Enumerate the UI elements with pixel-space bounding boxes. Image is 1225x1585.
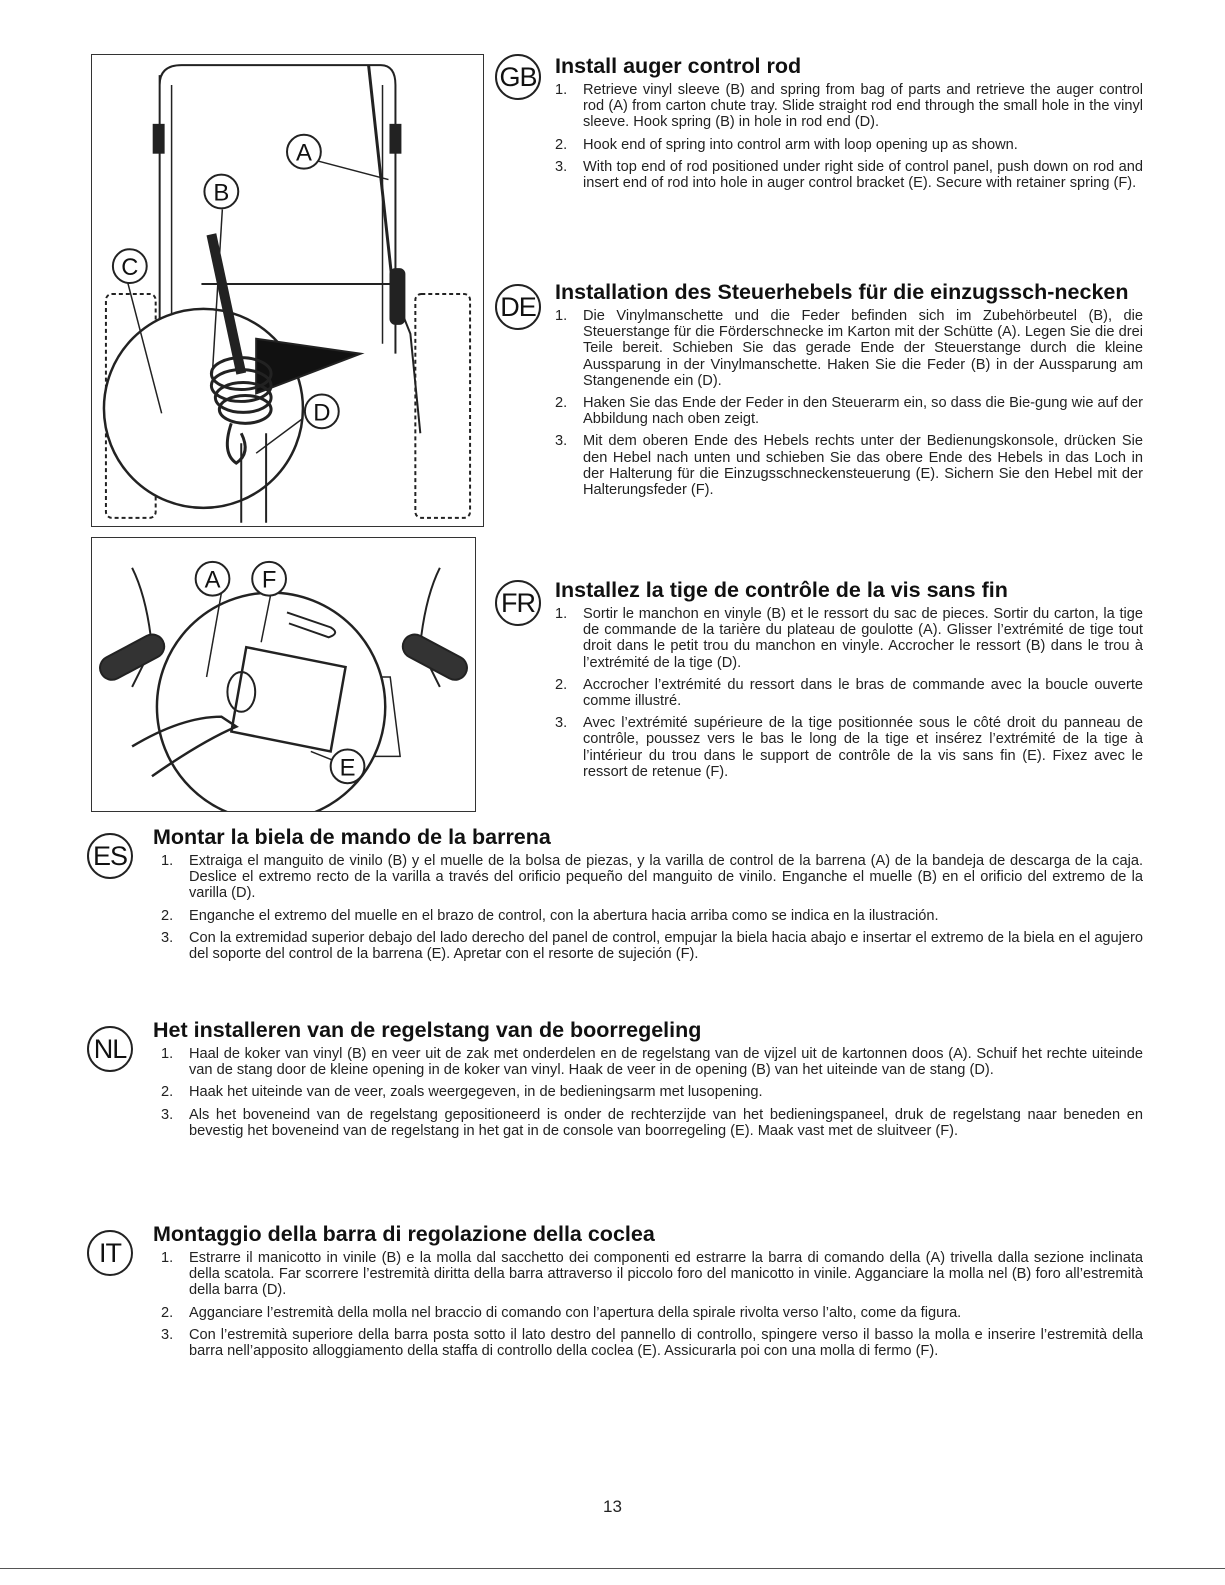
list-item: 3. Als het boveneind van de regelstang gepositioneerd is onder de rechterzijde van het bedieningspaneel, druk de regelstang naar beneden en bevestig het boveneind van de regelstang in het gat in de console van boorregeling (E). Maak vast met de sluitveer (F).: [161, 1106, 1143, 1139]
illustration-top: [92, 55, 483, 526]
list-item: 3. With top end of rod positioned under right side of control panel, push down on rod and insert end of rod into hole in auger control bracket (E). Secure with retainer spring (F).: [555, 158, 1143, 192]
callout-c-top: C: [121, 254, 139, 282]
steps-list-nl: [153, 1046, 1143, 1139]
section-it: [93, 1222, 1143, 1365]
steps-list-de: [547, 308, 1143, 498]
list-item: 3. Avec l’extrémité supérieure de la tige positionnée sous le côté droit du panneau de contrôle, poussez vers le bas le long de la tige et insérez l’extrémité de la tige à l’intérieur du trou dans le support de contrôle de la vis sans fin (E). Fixez avec le ressort de retenue (F).: [555, 715, 1143, 780]
list-item: 1. Estrarre il manicotto in vinile (B) e la molla dal sacchetto dei componenti ed estrarre la barra di comando della (A) trivella dalla sezione inclinata della scatola. Far scorrere l’estremità diritta della barra attraverso il piccolo foro del manicotto in vinile. Agganciare la molla nel (B) foro all’estremità della barra (D).: [161, 1250, 1143, 1299]
language-badge-fr: FR: [495, 580, 541, 626]
steps-list-it: [153, 1250, 1143, 1359]
figure-top-snowthrower-handle: [91, 54, 484, 527]
callout-b-top: B: [213, 179, 230, 207]
page-bottom-divider: [0, 1568, 1225, 1569]
list-item: 1. Sortir le manchon en vinyle (B) et le ressort du sac de pieces. Sortir du carton, la tige de commande de la tarière du plateau de goulotte (A). Glisser l’extrémité de tige tout droit dans le petit trou du manchon en vinyle. Accrocher le ressort (B) dans le trou à l’extrémité de la tige (D).: [555, 606, 1143, 671]
list-item: 2. Accrocher l’extrémité du ressort dans le bras de commande avec la boucle ouverte comme illustré.: [555, 676, 1143, 710]
language-badge-it: IT: [87, 1230, 133, 1276]
list-item: 3. Mit dem oberen Ende des Hebels rechts unter der Bedienungskonsole, drücken Sie den Hebel nach unten und schieben Sie das obere Ende des Hebels in das Loch in der Halterung für die Einzugsschneckensteuerung (E). Sichern Sie den Hebel mit der Halterungsfeder (F).: [555, 433, 1143, 499]
steps-list-es: [153, 853, 1143, 962]
steps-list-gb: [547, 82, 1143, 191]
figure-bottom-control-bracket: [91, 537, 476, 812]
list-item: 1. Extraiga el manguito de vinilo (B) y el muelle de la bolsa de piezas, y la varilla de control de la barrena (A) de la bandeja de descarga de la caja. Deslice el extremo recto de la varilla a través del orificio pequeño del manguito de vinilo. Enganche el muelle (B) en el orificio del extremo de la varilla (D).: [161, 853, 1143, 902]
language-badge-nl: NL: [87, 1026, 133, 1072]
section-es: [93, 825, 1143, 968]
list-item: 3. Con l’estremità superiore della barra posta sotto il lato destro del pannello di controllo, spingere verso il basso la molla e inserire l’estremità della barra nell’apposito alloggiamento della staffa di controllo della coclea (E). Assicurarla poi con una molla di fermo (F).: [161, 1326, 1143, 1360]
section-title-fr: Installez la tige de contrôle de la vis sans fin: [555, 578, 1008, 602]
illustration-bottom: [92, 538, 475, 811]
list-item: 2. Enganche el extremo del muelle en el brazo de control, con la abertura hacia arriba como se indica en la ilustración.: [161, 907, 939, 924]
callout-d-top: D: [313, 399, 331, 427]
section-title-it: Montaggio della barra di regolazione della coclea: [153, 1222, 655, 1246]
language-badge-es: ES: [87, 833, 133, 879]
steps-list-fr: [547, 606, 1143, 780]
callout-e-bottom: E: [339, 754, 356, 782]
section-title-nl: Het installeren van de regelstang van de boorregeling: [153, 1018, 702, 1042]
section-de: [495, 280, 1143, 504]
section-title-es: Montar la biela de mando de la barrena: [153, 825, 551, 849]
list-item: 1. Haal de koker van vinyl (B) en veer uit de zak met onderdelen en de regelstang van de vijzel uit de kartonnen doos (A). Schuif het rechte uiteinde van de stang door de kleine opening in de koker van vinyl. Haak de veer in de opening (B) van het uiteinde van de stang (D).: [161, 1046, 1143, 1079]
section-title-gb: Install auger control rod: [555, 54, 802, 78]
list-item: 2. Agganciare l’estremità della molla nel braccio di comando con l’apertura della spirale rivolta verso l’alto, come da figura.: [161, 1304, 962, 1321]
section-fr: [495, 578, 1143, 786]
page-number: 13: [603, 1497, 622, 1516]
list-item: 2. Hook end of spring into control arm with loop opening up as shown.: [555, 136, 1018, 153]
list-item: 2. Haak het uiteinde van de veer, zoals weergegeven, in de bedieningsarm met lusopening.: [161, 1084, 763, 1101]
callout-a-bottom: A: [204, 566, 221, 594]
list-item: 1. Die Vinylmanschette und die Feder befinden sich im Zubehörbeutel (B), die Steuerstange für die Förderschnecke im Karton mit der Schütte (A). Legen Sie die drei Teile bereit. Schieben Sie das gerade Ende der Steuerstange durch die kleine Aussparung in der Vinylmanschette. Haken Sie die Feder (B) in der Aussparung am Stangenende ein (D).: [555, 308, 1143, 389]
callout-f-bottom: F: [261, 566, 277, 594]
list-item: 2. Haken Sie das Ende der Feder in den Steuerarm ein, so dass die Bie-gung wie auf der Abbildung nach oben zeigt.: [555, 395, 1143, 428]
callout-a-top: A: [295, 139, 312, 167]
list-item: 1. Retrieve vinyl sleeve (B) and spring from bag of parts and retrieve the auger control rod (A) from carton chute tray. Slide straight rod end through the small hole in the vinyl sleeve. Hook spring (B) in hole in rod end (D).: [555, 82, 1143, 131]
language-badge-de: DE: [495, 284, 541, 330]
list-item: 3. Con la extremidad superior debajo del lado derecho del panel de control, empujar la biela hacia abajo e insertar el extremo de la biela en el agujero del soporte del control de la barrena (E). Apretar con el resorte de sujeción (F).: [161, 929, 1143, 963]
language-badge-gb: GB: [495, 54, 541, 100]
section-gb: [495, 54, 1143, 197]
section-title-de: Installation des Steuerhebels für die einzugssch-necken: [555, 280, 1129, 304]
section-nl: [93, 1018, 1143, 1145]
